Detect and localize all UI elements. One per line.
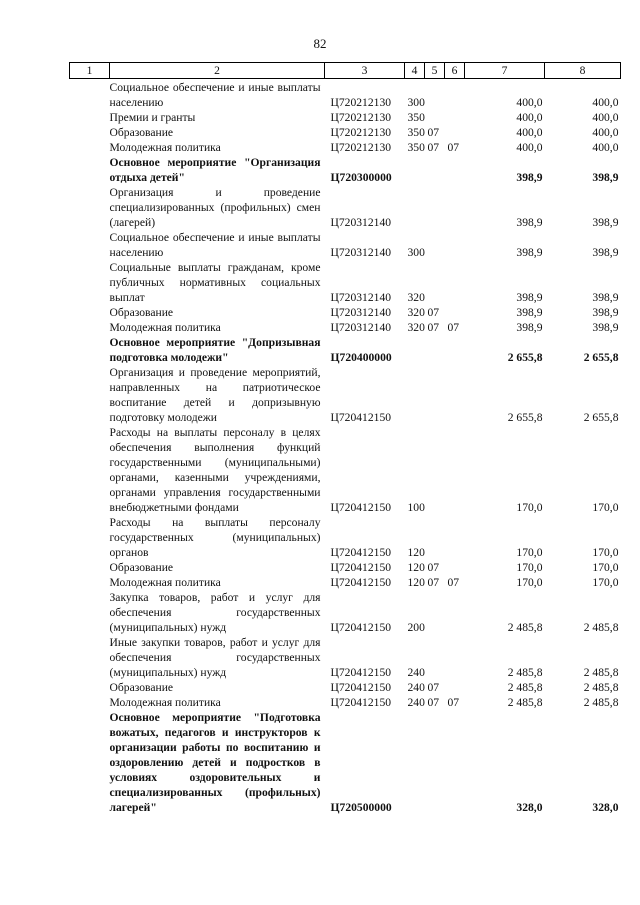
row-amount-col7: 398,9 <box>516 291 543 304</box>
row-pr-code <box>445 365 465 425</box>
row-vr-code: 350 <box>407 126 425 139</box>
row-name: Организация и проведение мероприятий, направленных на патриотическое воспитание детей и допризывную подготовку молодежи <box>109 366 321 424</box>
row-name: Социальное обеспечение и иные выплаты населению <box>109 81 321 109</box>
row-rz-code <box>425 365 445 425</box>
table-row <box>70 365 621 425</box>
row-vr-code <box>405 710 425 815</box>
row-amount-col7: 328,0 <box>516 801 543 814</box>
row-name: Закупка товаров, работ и услуг для обеспечения государственных (муниципальных) нужд <box>109 591 321 634</box>
row-amount-col8: 2 485,8 <box>583 666 619 679</box>
row-rz-code <box>425 155 445 185</box>
row-vr-code: 350 <box>407 141 425 154</box>
row-vr-code: 240 <box>407 696 425 709</box>
table-row <box>70 155 621 185</box>
row-amount-col8: 2 655,8 <box>583 351 619 364</box>
row-col-1 <box>70 425 110 515</box>
row-rz-code: 07 <box>427 321 440 334</box>
row-col-1 <box>70 635 110 680</box>
row-col-1 <box>70 560 110 575</box>
row-amount-col8: 398,9 <box>592 291 619 304</box>
row-rz-code: 07 <box>427 141 440 154</box>
row-csr-code: Ц720412150 <box>330 681 392 694</box>
row-name: Иные закупки товаров, работ и услуг для обеспечения государственных (муниципальных) нужд <box>109 636 321 679</box>
row-pr-code: 07 <box>447 321 460 334</box>
row-amount-col7: 400,0 <box>516 111 543 124</box>
table-row <box>70 260 621 305</box>
row-amount-col8: 398,9 <box>592 246 619 259</box>
row-vr-code: 120 <box>407 561 425 574</box>
row-csr-code: Ц720212130 <box>330 96 392 109</box>
table-row <box>70 320 621 335</box>
table-row <box>70 515 621 560</box>
row-amount-col8: 170,0 <box>592 576 619 589</box>
row-rz-code <box>425 425 445 515</box>
row-amount-col7: 2 485,8 <box>507 621 543 634</box>
row-rz-code <box>425 335 445 365</box>
row-csr-code: Ц720312140 <box>330 216 392 229</box>
row-rz-code <box>425 79 445 111</box>
table-row <box>70 79 621 111</box>
row-amount-col7: 170,0 <box>516 501 543 514</box>
row-name: Расходы на выплаты персоналу государственных (муниципальных) органов <box>109 516 321 559</box>
row-rz-code <box>425 230 445 260</box>
row-rz-code <box>425 635 445 680</box>
row-csr-code: Ц720212130 <box>330 111 392 124</box>
row-name: Молодежная политика <box>109 576 221 589</box>
row-csr-code: Ц720412150 <box>330 696 392 709</box>
header-col-4: 4 <box>405 63 425 79</box>
row-name: Образование <box>109 126 174 139</box>
row-amount-col7: 2 485,8 <box>507 666 543 679</box>
row-vr-code: 300 <box>407 96 425 109</box>
row-amount-col7: 2 655,8 <box>507 411 543 424</box>
row-amount-col7: 170,0 <box>516 576 543 589</box>
row-rz-code <box>425 515 445 560</box>
row-name: Образование <box>109 681 174 694</box>
row-vr-code: 320 <box>407 291 425 304</box>
header-row <box>70 63 621 79</box>
row-amount-col8: 2 485,8 <box>583 621 619 634</box>
row-amount-col8: 328,0 <box>592 801 619 814</box>
table-body <box>70 79 621 816</box>
row-rz-code <box>425 590 445 635</box>
row-vr-code <box>405 185 425 230</box>
row-amount-col8: 398,9 <box>592 171 619 184</box>
row-csr-code: Ц720412150 <box>330 561 392 574</box>
row-vr-code: 240 <box>407 666 425 679</box>
row-csr-code: Ц720500000 <box>330 801 392 814</box>
row-amount-col8: 2 655,8 <box>583 411 619 424</box>
row-csr-code: Ц720212130 <box>330 126 392 139</box>
row-pr-code <box>445 335 465 365</box>
row-rz-code: 07 <box>427 681 440 694</box>
row-name: Расходы на выплаты персоналу в целях обеспечения выполнения функций государственными (муниципальными) органами, казенными учреждениями, органами управления государственными внебюджетными фондами <box>109 426 321 514</box>
row-name: Основное мероприятие "Допризывная подготовка молодежи" <box>109 336 321 364</box>
row-name: Основное мероприятие "Организация отдыха детей" <box>109 156 321 184</box>
row-vr-code: 350 <box>407 111 425 124</box>
row-vr-code <box>405 365 425 425</box>
header-col-6: 6 <box>445 63 465 79</box>
row-col-1 <box>70 335 110 365</box>
row-pr-code <box>445 680 465 695</box>
row-amount-col7: 170,0 <box>516 561 543 574</box>
row-pr-code <box>445 230 465 260</box>
row-amount-col8: 398,9 <box>592 306 619 319</box>
row-col-1 <box>70 515 110 560</box>
row-col-1 <box>70 680 110 695</box>
table-row <box>70 695 621 710</box>
row-amount-col7: 398,9 <box>516 321 543 334</box>
row-rz-code: 07 <box>427 126 440 139</box>
row-name: Организация и проведение специализированных (профильных) смен (лагерей) <box>109 186 321 229</box>
row-pr-code <box>445 305 465 320</box>
table-row <box>70 140 621 155</box>
row-csr-code: Ц720312140 <box>330 291 392 304</box>
row-pr-code <box>445 560 465 575</box>
row-pr-code: 07 <box>447 696 460 709</box>
row-amount-col8: 400,0 <box>592 111 619 124</box>
table-row <box>70 110 621 125</box>
row-csr-code: Ц720400000 <box>330 351 392 364</box>
row-amount-col8: 398,9 <box>592 321 619 334</box>
row-vr-code: 240 <box>407 681 425 694</box>
row-col-1 <box>70 365 110 425</box>
row-amount-col8: 170,0 <box>592 546 619 559</box>
row-rz-code: 07 <box>427 306 440 319</box>
row-col-1 <box>70 710 110 815</box>
row-col-1 <box>70 110 110 125</box>
row-amount-col7: 398,9 <box>516 306 543 319</box>
row-pr-code <box>445 590 465 635</box>
row-csr-code: Ц720300000 <box>330 171 392 184</box>
row-rz-code <box>425 110 445 125</box>
row-rz-code <box>425 185 445 230</box>
row-amount-col7: 398,9 <box>516 246 543 259</box>
row-csr-code: Ц720312140 <box>330 321 392 334</box>
row-col-1 <box>70 185 110 230</box>
row-col-1 <box>70 590 110 635</box>
row-vr-code: 120 <box>407 546 425 559</box>
row-csr-code: Ц720412150 <box>330 501 392 514</box>
row-amount-col7: 2 655,8 <box>507 351 543 364</box>
row-amount-col7: 2 485,8 <box>507 681 543 694</box>
row-name: Социальное обеспечение и иные выплаты населению <box>109 231 321 259</box>
row-col-1 <box>70 320 110 335</box>
table-row <box>70 125 621 140</box>
row-csr-code: Ц720412150 <box>330 621 392 634</box>
row-amount-col8: 400,0 <box>592 126 619 139</box>
row-csr-code: Ц720312140 <box>330 306 392 319</box>
row-col-1 <box>70 305 110 320</box>
row-csr-code: Ц720412150 <box>330 411 392 424</box>
table-row <box>70 590 621 635</box>
row-pr-code: 07 <box>447 141 460 154</box>
header-col-2: 2 <box>110 63 325 79</box>
row-name: Премии и гранты <box>109 111 196 124</box>
row-amount-col8: 400,0 <box>592 96 619 109</box>
row-pr-code: 07 <box>447 576 460 589</box>
row-amount-col7: 400,0 <box>516 141 543 154</box>
table-row <box>70 560 621 575</box>
table-row <box>70 635 621 680</box>
row-name: Образование <box>109 306 174 319</box>
row-vr-code: 320 <box>407 321 425 334</box>
row-vr-code: 300 <box>407 246 425 259</box>
row-vr-code: 200 <box>407 621 425 634</box>
row-col-1 <box>70 140 110 155</box>
row-vr-code: 120 <box>407 576 425 589</box>
row-pr-code <box>445 260 465 305</box>
row-pr-code <box>445 79 465 111</box>
row-pr-code <box>445 110 465 125</box>
row-csr-code: Ц720412150 <box>330 666 392 679</box>
table-row <box>70 680 621 695</box>
row-col-1 <box>70 230 110 260</box>
header-col-5: 5 <box>425 63 445 79</box>
header-col-8: 8 <box>545 63 621 79</box>
table-row <box>70 425 621 515</box>
row-vr-code: 100 <box>407 501 425 514</box>
row-amount-col8: 170,0 <box>592 501 619 514</box>
row-amount-col7: 170,0 <box>516 546 543 559</box>
header-col-7: 7 <box>465 63 545 79</box>
row-name: Социальные выплаты гражданам, кроме публичных нормативных социальных выплат <box>109 261 321 304</box>
row-name: Молодежная политика <box>109 321 221 334</box>
row-col-1 <box>70 125 110 140</box>
row-amount-col8: 170,0 <box>592 561 619 574</box>
header-col-3: 3 <box>325 63 405 79</box>
row-pr-code <box>445 155 465 185</box>
row-col-1 <box>70 155 110 185</box>
row-amount-col8: 400,0 <box>592 141 619 154</box>
row-amount-col8: 2 485,8 <box>583 696 619 709</box>
row-amount-col7: 400,0 <box>516 126 543 139</box>
row-name: Молодежная политика <box>109 696 221 709</box>
row-csr-code: Ц720312140 <box>330 246 392 259</box>
row-amount-col7: 398,9 <box>516 216 543 229</box>
row-pr-code <box>445 635 465 680</box>
row-name: Основное мероприятие "Подготовка вожатых, педагогов и инструкторов к организации работы по воспитанию и оздоровлению детей и подростков в условиях оздоровительных и специализированных (профильных) лагерей" <box>109 711 321 814</box>
row-pr-code <box>445 125 465 140</box>
budget-table <box>69 62 621 815</box>
row-vr-code <box>405 335 425 365</box>
table-row <box>70 335 621 365</box>
row-pr-code <box>445 425 465 515</box>
row-amount-col7: 398,9 <box>516 171 543 184</box>
table-row <box>70 230 621 260</box>
table-row <box>70 305 621 320</box>
header-col-1: 1 <box>70 63 110 79</box>
row-vr-code <box>405 155 425 185</box>
row-rz-code: 07 <box>427 696 440 709</box>
table-row <box>70 185 621 230</box>
row-amount-col7: 2 485,8 <box>507 696 543 709</box>
table-row <box>70 575 621 590</box>
row-name: Образование <box>109 561 174 574</box>
row-rz-code: 07 <box>427 561 440 574</box>
row-rz-code <box>425 710 445 815</box>
row-amount-col8: 398,9 <box>592 216 619 229</box>
row-col-1 <box>70 79 110 111</box>
row-rz-code <box>425 260 445 305</box>
row-amount-col7: 400,0 <box>516 96 543 109</box>
table-row <box>70 710 621 815</box>
row-amount-col8: 2 485,8 <box>583 681 619 694</box>
row-pr-code <box>445 515 465 560</box>
row-vr-code: 320 <box>407 306 425 319</box>
row-pr-code <box>445 185 465 230</box>
page-number: 82 <box>313 36 327 51</box>
row-csr-code: Ц720412150 <box>330 576 392 589</box>
row-rz-code: 07 <box>427 576 440 589</box>
row-col-1 <box>70 695 110 710</box>
row-pr-code <box>445 710 465 815</box>
row-col-1 <box>70 575 110 590</box>
row-col-1 <box>70 260 110 305</box>
row-name: Молодежная политика <box>109 141 221 154</box>
row-csr-code: Ц720212130 <box>330 141 392 154</box>
row-csr-code: Ц720412150 <box>330 546 392 559</box>
